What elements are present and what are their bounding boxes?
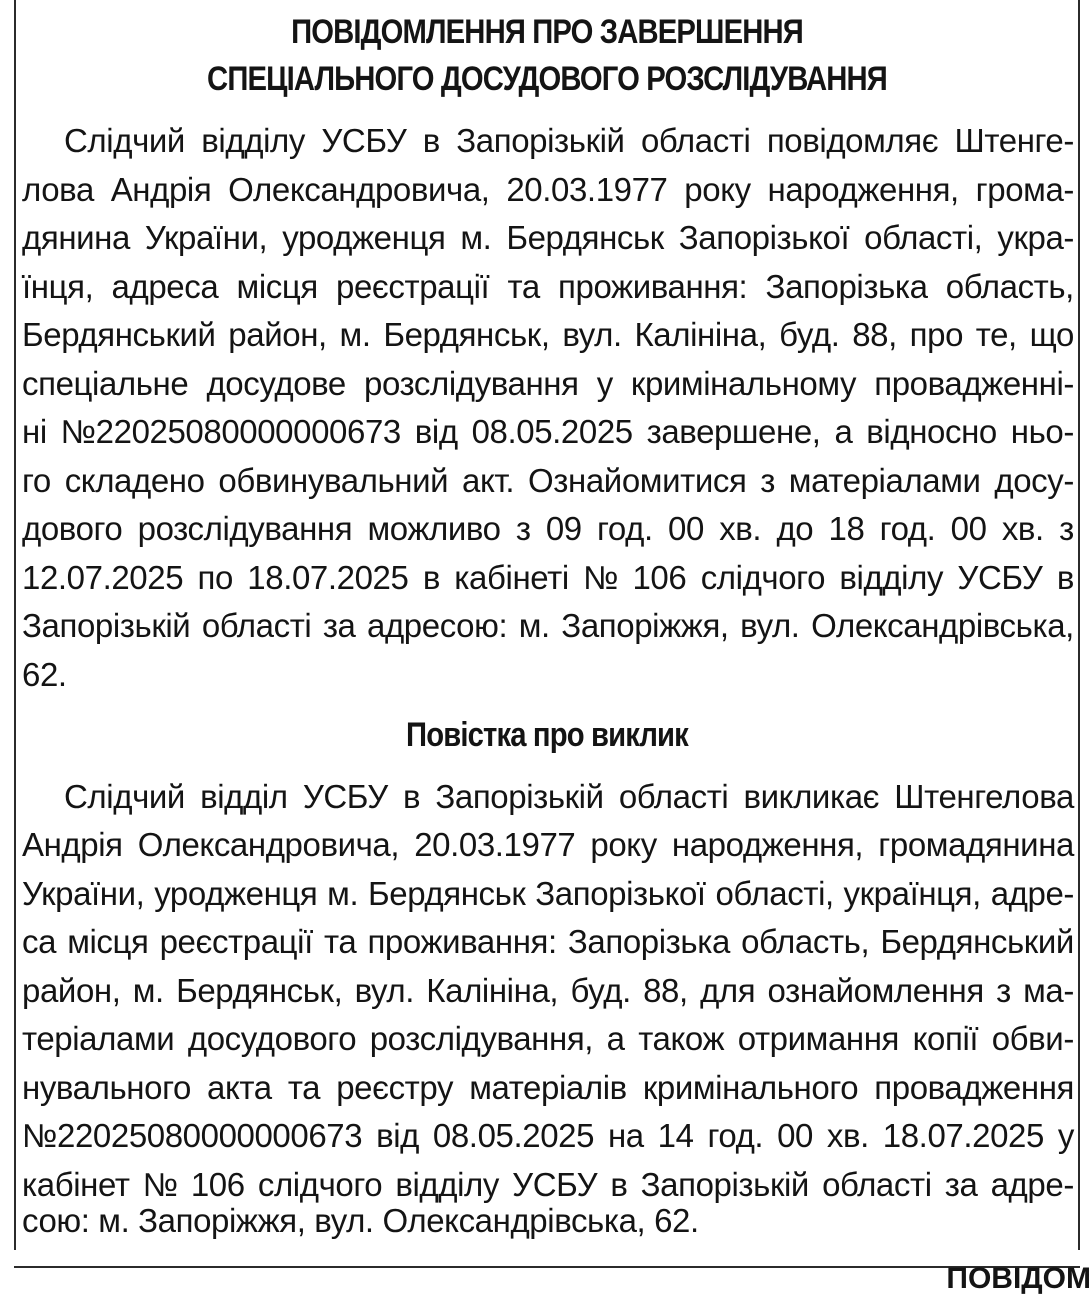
word: Андрія (110, 171, 212, 208)
word: місця (67, 923, 149, 960)
paragraph-line (22, 603, 1074, 649)
word: 09 (545, 510, 582, 547)
word: ма- (1023, 972, 1074, 1009)
paragraph-line (22, 968, 1074, 1014)
word: адре- (990, 875, 1074, 912)
word: що (1029, 316, 1074, 353)
word: відділ (200, 778, 288, 815)
word: Олександрівська, (811, 607, 1074, 644)
word: Бердянський (880, 923, 1074, 960)
paragraph-line: 62. (22, 656, 67, 693)
word: у (1057, 1117, 1074, 1154)
word: те, (975, 316, 1017, 353)
word: народження, (767, 171, 959, 208)
word: Калініна, (426, 972, 559, 1009)
word: м. (327, 875, 359, 912)
paragraph-line (22, 215, 1074, 261)
word: акта (207, 1069, 272, 1106)
word: в (610, 1166, 628, 1203)
word: народження, (671, 826, 864, 863)
word: укра- (997, 219, 1074, 256)
word: грома- (975, 171, 1074, 208)
word: відділу (395, 1166, 500, 1203)
next-notice-title-text: ПОВІДОМ (946, 1262, 1091, 1295)
paragraph-line (64, 774, 1074, 820)
word: № (142, 1166, 178, 1203)
word: №22025080000000673 (60, 413, 401, 450)
word: 88, (852, 316, 897, 353)
word: 00 (950, 510, 987, 547)
word: в (422, 122, 440, 159)
word: також (638, 1020, 725, 1057)
word: кабінеті (454, 559, 569, 596)
word: за (322, 607, 356, 644)
word: 20.03.1977 (414, 826, 576, 863)
word: вул. (354, 972, 415, 1009)
word: відділу (201, 122, 305, 159)
word: від (376, 1117, 420, 1154)
paragraph-line (22, 1113, 1074, 1159)
word: адреса (111, 268, 219, 305)
word: Запорізька (567, 923, 730, 960)
word: год. (597, 510, 653, 547)
word: про (909, 316, 964, 353)
word: розслідування (364, 365, 579, 402)
word: вул. (740, 607, 800, 644)
word: го (22, 462, 51, 499)
word: можливо (367, 510, 501, 547)
word: з (996, 972, 1011, 1009)
word: 18.07.2025 (247, 559, 409, 596)
word: 18 (828, 510, 865, 547)
word: Бердянськ, (383, 316, 550, 353)
word: та (324, 923, 357, 960)
word: 08.05.2025 (471, 413, 633, 450)
word: м. (460, 219, 492, 256)
word: розслідування, (369, 1020, 594, 1057)
word: відносно (866, 413, 997, 450)
word: ньо- (1010, 413, 1074, 450)
word: України, (144, 219, 268, 256)
word: 08.05.2025 (432, 1117, 595, 1154)
word: області (201, 607, 312, 644)
word: хв. (1001, 510, 1044, 547)
paragraph-line (22, 361, 1074, 407)
word: теріалами (22, 1020, 175, 1057)
word: на (607, 1117, 644, 1154)
paragraph-line (22, 409, 1074, 455)
word: у (596, 365, 613, 402)
paragraph-line (22, 919, 1074, 965)
word: год. (707, 1117, 764, 1154)
word: 88, (643, 972, 688, 1009)
word: Калініна, (634, 316, 767, 353)
word: матеріалів (469, 1069, 627, 1106)
paragraph-line (22, 871, 1074, 917)
word: уродженця (154, 875, 318, 912)
word: УСБУ (512, 1166, 598, 1203)
word: са (22, 923, 57, 960)
word: 106 (190, 1166, 245, 1203)
paragraph-line (22, 555, 1074, 601)
word: проживання: (558, 268, 748, 305)
word: район, (22, 972, 121, 1009)
word: матеріалами (788, 462, 981, 499)
paragraph-line (22, 822, 1074, 868)
word: вул. (562, 316, 622, 353)
word: Олександровича, (228, 171, 490, 208)
word: провадженні- (874, 365, 1074, 402)
word: ознайомлення (767, 972, 984, 1009)
word: року (590, 826, 657, 863)
word: року (684, 171, 751, 208)
paragraph-line (22, 264, 1074, 310)
word: відділу (839, 559, 944, 596)
word: кримінальному (630, 365, 857, 402)
word: Андрія (22, 826, 123, 863)
word: отримання (737, 1020, 900, 1057)
next-notice-border (14, 1266, 1080, 1268)
paragraph-line (22, 167, 1074, 213)
word: копії (912, 1020, 979, 1057)
word: для (700, 972, 756, 1009)
word: а (606, 1020, 625, 1057)
word: України, (22, 875, 145, 912)
word: акт. (462, 462, 515, 499)
word: №22025080000000673 (22, 1117, 363, 1154)
next-notice-title-fragment (941, 1262, 1091, 1295)
word: слідчого (700, 559, 826, 596)
word: досудового (187, 1020, 357, 1057)
word: Штенгелова (894, 778, 1074, 815)
word: нувального (22, 1069, 191, 1106)
word: адресою: (367, 607, 508, 644)
word: в (1056, 559, 1074, 596)
word: реєстрації (336, 268, 490, 305)
word: області (640, 122, 751, 159)
word: повідомляє (766, 122, 939, 159)
word: в (422, 559, 440, 596)
word: Ознайомитися (528, 462, 747, 499)
word: УСБУ (321, 122, 407, 159)
paragraph-line: сою: м. Запоріжжя, вул. Олександрівська, 62. (22, 1202, 699, 1239)
word: з (760, 462, 775, 499)
word: УСБУ (957, 559, 1043, 596)
word: буд. (779, 316, 840, 353)
word: кримінального (642, 1069, 859, 1106)
paragraph-line (22, 1016, 1074, 1062)
word: м. (339, 316, 371, 353)
word: їнця, (22, 268, 94, 305)
word: 106 (632, 559, 687, 596)
word: Запорізькій (640, 1166, 809, 1203)
word: Бердянськ (506, 219, 664, 256)
word: Бердянський (22, 316, 216, 353)
summons-title: Повістка про виклик (406, 716, 688, 754)
word: 18.07.2025 (882, 1117, 1044, 1154)
word: слідчого (257, 1166, 383, 1203)
word: до (776, 510, 814, 547)
word: спеціальне (22, 365, 189, 402)
word: УСБУ (302, 778, 388, 815)
paragraph-line (22, 506, 1074, 552)
word: та (287, 1069, 321, 1106)
word: за (944, 1166, 978, 1203)
word: досу- (994, 462, 1074, 499)
word: дянина (22, 219, 130, 256)
word: реєстру (336, 1069, 454, 1106)
word: з (1059, 510, 1074, 547)
word: обви- (991, 1020, 1074, 1057)
paragraph-line (64, 118, 1074, 164)
word: 12.07.2025 (22, 559, 184, 596)
word: та (507, 268, 540, 305)
word: м. (132, 972, 164, 1009)
word: провадження (874, 1069, 1074, 1106)
notice-title-line-1: ПОВІДОМЛЕННЯ ПРО ЗАВЕРШЕННЯ (291, 13, 803, 51)
newspaper-notice-box (14, 0, 1080, 1250)
word: а (834, 413, 853, 450)
word: розслідування (137, 510, 353, 547)
word: область, (945, 268, 1074, 305)
word: Штенге- (954, 122, 1074, 159)
word: реєстрації (159, 923, 313, 960)
word: уродженця (282, 219, 446, 256)
word: Запорізькій (456, 122, 625, 159)
word: Запорізька (765, 268, 928, 305)
word: № (583, 559, 619, 596)
word: області, (864, 219, 983, 256)
word: район, (228, 316, 327, 353)
word: області (618, 778, 729, 815)
word: Бердянськ, (176, 972, 343, 1009)
word: Запорізькій (435, 778, 604, 815)
word: досудове (206, 365, 346, 402)
word: буд. (570, 972, 631, 1009)
word: м. (518, 607, 550, 644)
word: 00 (777, 1117, 813, 1154)
word: Олександровича, (137, 826, 400, 863)
paragraph-line (22, 1065, 1074, 1111)
word: громадянина (878, 826, 1074, 863)
word: від (414, 413, 458, 450)
word: 20.03.1977 (506, 171, 668, 208)
word: українця, (843, 875, 981, 912)
word: кабінет (22, 1166, 130, 1203)
paragraph-line (22, 458, 1074, 504)
word: лова (22, 171, 94, 208)
word: Запорізькій (22, 607, 191, 644)
word: адре- (990, 1166, 1074, 1203)
word: Запоріжжя, (561, 607, 729, 644)
notice-title-line-2: СПЕЦІАЛЬНОГО ДОСУДОВОГО РОЗСЛІДУВАННЯ (207, 60, 887, 98)
word: Запорізької (678, 219, 850, 256)
word: по (197, 559, 233, 596)
word: 14 (657, 1117, 694, 1154)
word: Слідчий (64, 122, 185, 159)
word: дового (22, 510, 123, 547)
word: Запорізької (535, 875, 706, 912)
word: проживання: (367, 923, 557, 960)
word: область, (741, 923, 870, 960)
word: ні (22, 413, 47, 450)
word: складено (64, 462, 205, 499)
word: хв. (719, 510, 762, 547)
word: Бердянськ (367, 875, 526, 912)
paragraph-line (22, 312, 1074, 358)
word: місця (236, 268, 318, 305)
word: з (515, 510, 531, 547)
word: обвинувальний (218, 462, 449, 499)
word: год. (879, 510, 936, 547)
word: хв. (826, 1117, 869, 1154)
word: області, (715, 875, 834, 912)
word: завершене, (646, 413, 821, 450)
word: області (822, 1166, 932, 1203)
word: 00 (668, 510, 704, 547)
word: викликає (743, 778, 880, 815)
word: в (403, 778, 421, 815)
word: Слідчий (64, 778, 185, 815)
